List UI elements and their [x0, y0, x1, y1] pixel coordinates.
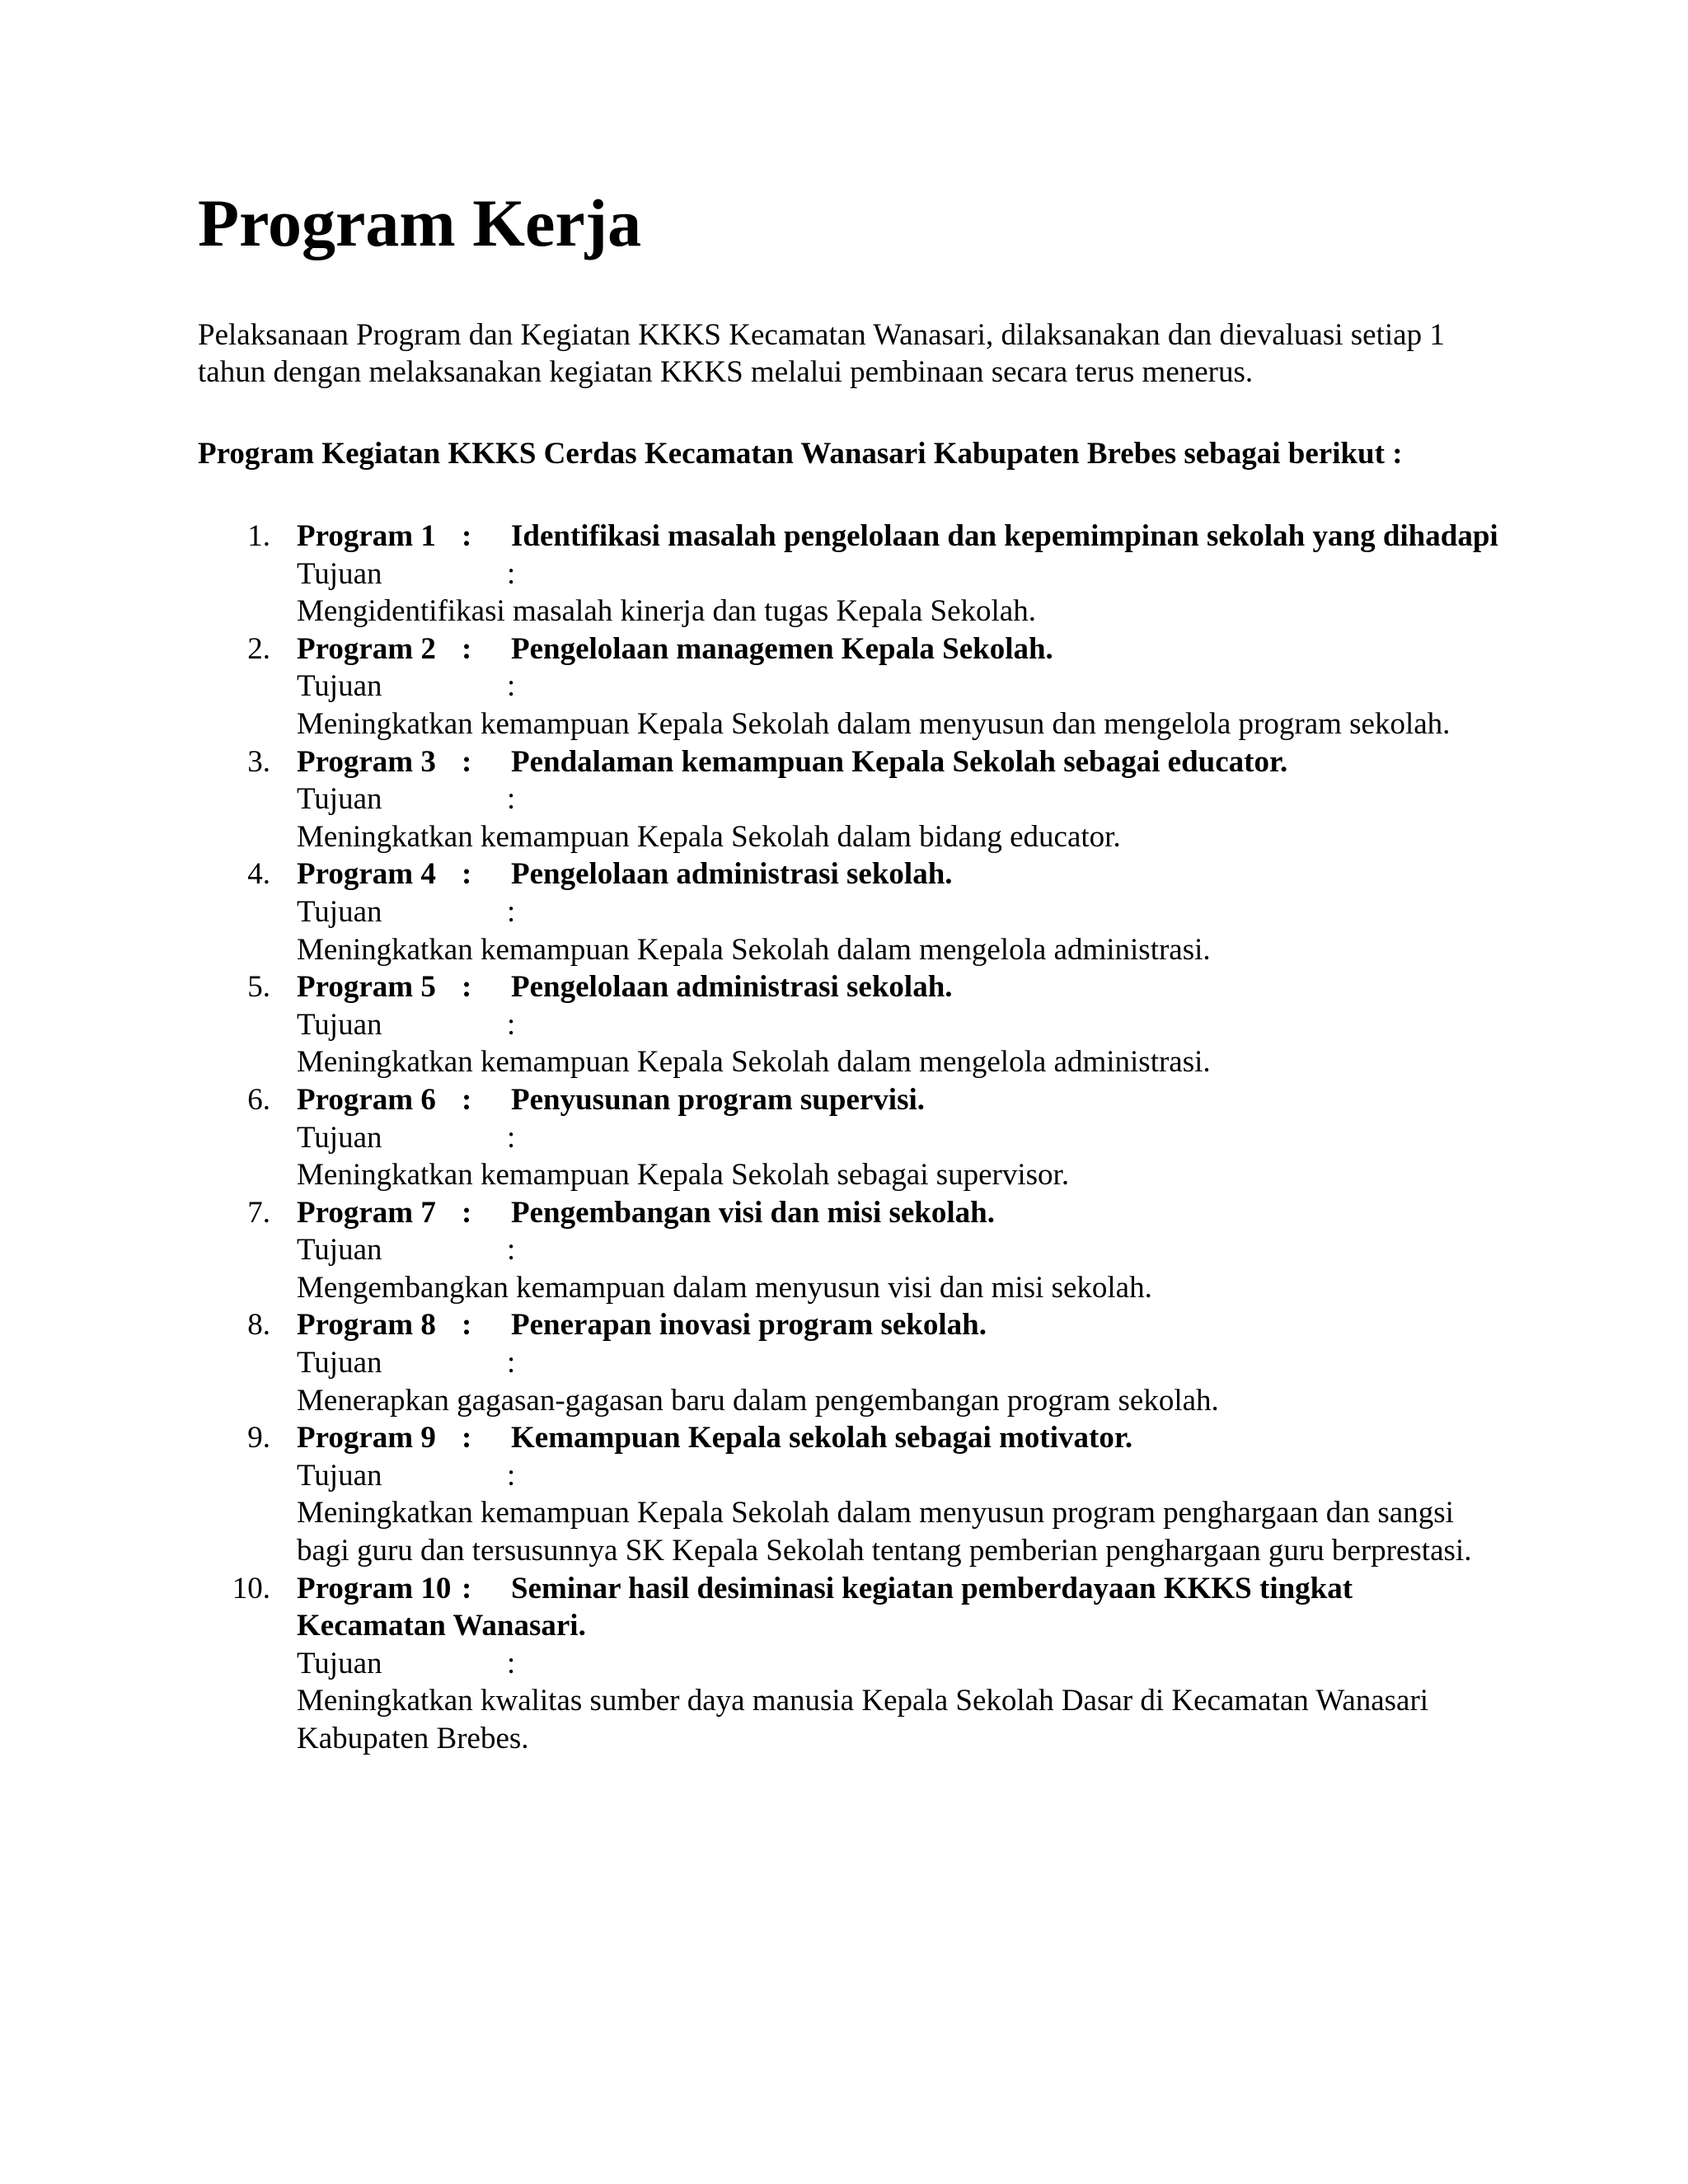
program-name: Penyusunan program supervisi.	[511, 1082, 925, 1117]
program-subheading: Program Kegiatan KKKS Cerdas Kecamatan Wanasari Kabupaten Brebes sebagai berikut :	[198, 437, 1403, 471]
program-colon: :	[462, 1571, 472, 1605]
program-number: 9.	[247, 1421, 270, 1455]
program-label: Program 1	[297, 519, 436, 553]
goal-label: Tujuan	[297, 1646, 382, 1680]
program-label: Program 7	[297, 1195, 436, 1230]
program-label: Program 2	[297, 631, 436, 666]
program-name: Kemampuan Kepala sekolah sebagai motivator.	[511, 1421, 1133, 1455]
program-item	[198, 1419, 1500, 1569]
program-item	[198, 968, 1500, 1081]
goal-text: Meningkatkan kemampuan Kepala Sekolah sebagai supervisor.	[297, 1158, 1070, 1193]
program-item	[198, 1081, 1500, 1194]
program-number: 2.	[247, 631, 270, 666]
goal-label: Tujuan	[297, 1233, 382, 1268]
program-heading	[297, 1570, 1500, 1645]
program-number: 4.	[247, 857, 270, 892]
program-heading	[297, 1081, 1500, 1119]
goal-label-line	[297, 780, 1500, 818]
program-label: Program 6	[297, 1082, 436, 1117]
program-heading	[297, 1306, 1500, 1344]
program-name: Pengembangan visi dan misi sekolah.	[511, 1195, 995, 1230]
program-number: 1.	[247, 519, 270, 553]
goal-label: Tujuan	[297, 894, 382, 929]
program-number: 3.	[247, 744, 270, 779]
program-heading	[297, 855, 1500, 893]
goal-label: Tujuan	[297, 556, 382, 591]
goal-text: Meningkatkan kemampuan Kepala Sekolah dalam mengelola administrasi.	[297, 1045, 1211, 1080]
program-name: Pendalaman kemampuan Kepala Sekolah sebagai educator.	[511, 744, 1288, 779]
goal-label-line	[297, 893, 1500, 931]
program-colon: :	[462, 1308, 472, 1343]
program-label: Program 5	[297, 970, 436, 1005]
goal-colon: :	[507, 1346, 516, 1380]
program-item	[198, 1570, 1500, 1758]
goal-colon: :	[507, 1646, 516, 1680]
program-name: Identifikasi masalah pengelolaan dan kepemimpinan sekolah yang dihadapi	[511, 519, 1498, 553]
program-colon: :	[462, 1082, 472, 1117]
goal-label: Tujuan	[297, 1007, 382, 1042]
page-title: Program Kerja	[198, 185, 642, 260]
goal-label-line	[297, 1231, 1500, 1269]
goal-text: Mengidentifikasi masalah kinerja dan tugas Kepala Sekolah.	[297, 594, 1036, 629]
goal-colon: :	[507, 669, 516, 704]
program-number: 10.	[232, 1571, 270, 1605]
goal-colon: :	[507, 556, 516, 591]
program-heading	[297, 1419, 1500, 1457]
goal-label-line	[297, 1119, 1500, 1157]
program-number: 5.	[247, 970, 270, 1005]
goal-colon: :	[507, 1007, 516, 1042]
program-name: Penerapan inovasi program sekolah.	[511, 1308, 987, 1343]
program-colon: :	[462, 519, 472, 553]
program-name: Pengelolaan administrasi sekolah.	[511, 970, 953, 1005]
program-number: 6.	[247, 1082, 270, 1117]
goal-label: Tujuan	[297, 1346, 382, 1380]
program-number: 8.	[247, 1308, 270, 1343]
goal-text: Meningkatkan kwalitas sumber daya manusia Kepala Sekolah Dasar di Kecamatan Wanasari Kabupaten Brebes.	[297, 1684, 1429, 1755]
goal-label: Tujuan	[297, 782, 382, 817]
program-label: Program 9	[297, 1421, 436, 1455]
program-list	[198, 518, 1500, 1758]
goal-text: Mengembangkan kemampuan dalam menyusun visi dan misi sekolah.	[297, 1270, 1152, 1305]
program-heading	[297, 743, 1500, 781]
goal-label-line	[297, 1006, 1500, 1044]
program-number: 7.	[247, 1195, 270, 1230]
program-colon: :	[462, 970, 472, 1005]
program-colon: :	[462, 1421, 472, 1455]
goal-text: Meningkatkan kemampuan Kepala Sekolah dalam menyusun dan mengelola program sekolah.	[297, 706, 1451, 741]
goal-label-line	[297, 1457, 1500, 1495]
intro-paragraph: Pelaksanaan Program dan Kegiatan KKKS Kecamatan Wanasari, dilaksanakan dan dievaluasi setiap 1 tahun dengan melaksanakan kegiatan KKKS melalui pembinaan secara terus menerus.	[198, 318, 1445, 389]
program-heading	[297, 630, 1500, 668]
program-name: Seminar hasil desiminasi kegiatan pemberdayaan KKKS tingkat Kecamatan Wanasari.	[297, 1571, 1353, 1643]
goal-text: Meningkatkan kemampuan Kepala Sekolah dalam menyusun program penghargaan dan sangsi bagi guru dan tersusunnya SK Kepala Sekolah tentang pemberian penghargaan guru berprestasi.	[297, 1496, 1472, 1568]
goal-colon: :	[507, 1233, 516, 1268]
program-item	[198, 518, 1500, 630]
program-colon: :	[462, 631, 472, 666]
program-label: Program 4	[297, 857, 436, 892]
goal-label: Tujuan	[297, 1120, 382, 1155]
goal-colon: :	[507, 894, 516, 929]
program-label: Program 10	[297, 1571, 452, 1605]
goal-text: Meningkatkan kemampuan Kepala Sekolah dalam bidang educator.	[297, 819, 1121, 854]
program-item	[198, 630, 1500, 743]
program-item	[198, 1306, 1500, 1419]
program-colon: :	[462, 744, 472, 779]
program-colon: :	[462, 857, 472, 892]
program-colon: :	[462, 1195, 472, 1230]
program-item	[198, 855, 1500, 968]
goal-label: Tujuan	[297, 1458, 382, 1493]
program-heading	[297, 1194, 1500, 1232]
goal-label-line	[297, 668, 1500, 705]
goal-label-line	[297, 1344, 1500, 1382]
goal-text: Meningkatkan kemampuan Kepala Sekolah dalam mengelola administrasi.	[297, 932, 1211, 967]
goal-colon: :	[507, 1458, 516, 1493]
program-heading	[297, 968, 1500, 1006]
goal-text: Menerapkan gagasan-gagasan baru dalam pengembangan program sekolah.	[297, 1383, 1219, 1418]
program-label: Program 3	[297, 744, 436, 779]
goal-colon: :	[507, 782, 516, 817]
program-label: Program 8	[297, 1308, 436, 1343]
goal-label: Tujuan	[297, 669, 382, 704]
program-name: Pengelolaan managemen Kepala Sekolah.	[511, 631, 1053, 666]
program-name: Pengelolaan administrasi sekolah.	[511, 857, 953, 892]
goal-label-line	[297, 1645, 1500, 1683]
goal-label-line	[297, 555, 1500, 593]
program-item	[198, 743, 1500, 856]
document-page	[198, 185, 1500, 1758]
program-item	[198, 1194, 1500, 1307]
program-heading	[297, 518, 1500, 555]
goal-colon: :	[507, 1120, 516, 1155]
